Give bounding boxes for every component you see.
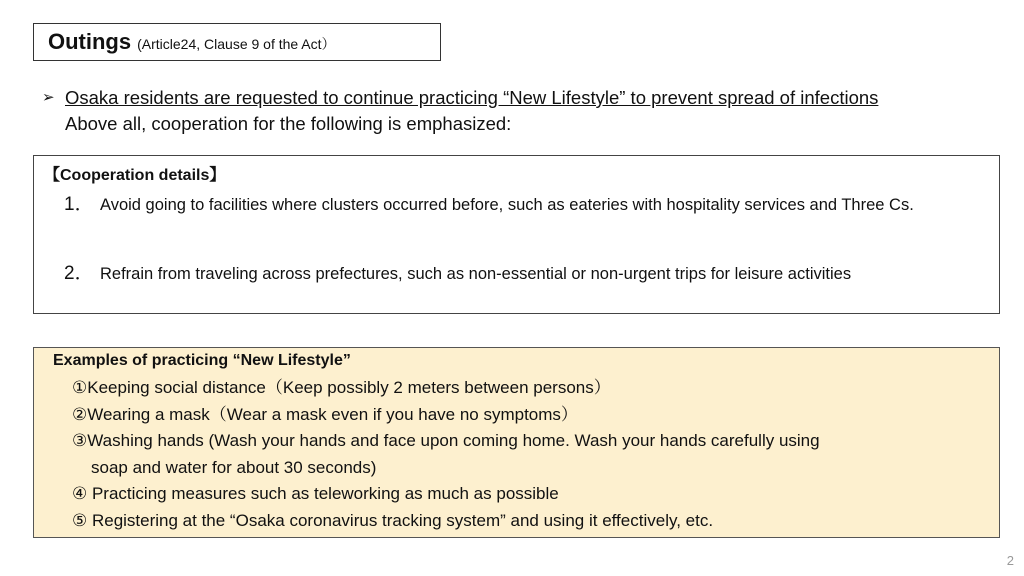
examples-heading: Examples of practicing “New Lifestyle” (53, 352, 351, 369)
lead-line-2: Above all, cooperation for the following is emphasized: (65, 113, 512, 134)
page-number: 2 (1006, 553, 1014, 568)
title-box (33, 23, 441, 61)
lead-line-1: Osaka residents are requested to continue practicing “New Lifestyle” to prevent spread of infections (65, 87, 879, 108)
list-item: ③Washing hands (Wash your hands and face upon coming home. Wash your hands carefully using (72, 431, 820, 451)
list-item: ①Keeping social distance（Keep possibly 2 meters between persons） (72, 378, 611, 397)
cooperation-heading: 【Cooperation details】 (44, 167, 226, 184)
cooperation-box (33, 155, 1000, 314)
page-subtitle: (Article24, Clause 9 of the Act） (137, 36, 336, 52)
list-item: ②Wearing a mask（Wear a mask even if you have no symptoms） (72, 404, 578, 424)
cooperation-item-1 (64, 193, 930, 217)
arrow-bullet-icon: ➢ (42, 89, 55, 106)
cooperation-item-text: Avoid going to facilities where clusters occurred before, such as eateries with hospitality services and Three Cs. (100, 196, 914, 214)
cooperation-item-text: Refrain from traveling across prefectures, such as non-essential or non-urgent trips for leisure activities (100, 265, 852, 283)
list-item: soap and water for about 30 seconds) (91, 457, 377, 477)
examples-box (33, 347, 1000, 538)
lead-paragraph (42, 85, 1012, 137)
page-title: Outings (48, 29, 132, 54)
cooperation-item-number: 2． (64, 263, 94, 284)
list-item: ④ Practicing measures such as teleworking as much as possible (72, 484, 559, 504)
list-item: ⑤ Registering at the “Osaka coronavirus tracking system” and using it effectively, etc. (72, 510, 714, 530)
cooperation-item-number: 1． (64, 194, 94, 215)
cooperation-item-2 (64, 262, 980, 286)
examples-list (72, 375, 982, 535)
